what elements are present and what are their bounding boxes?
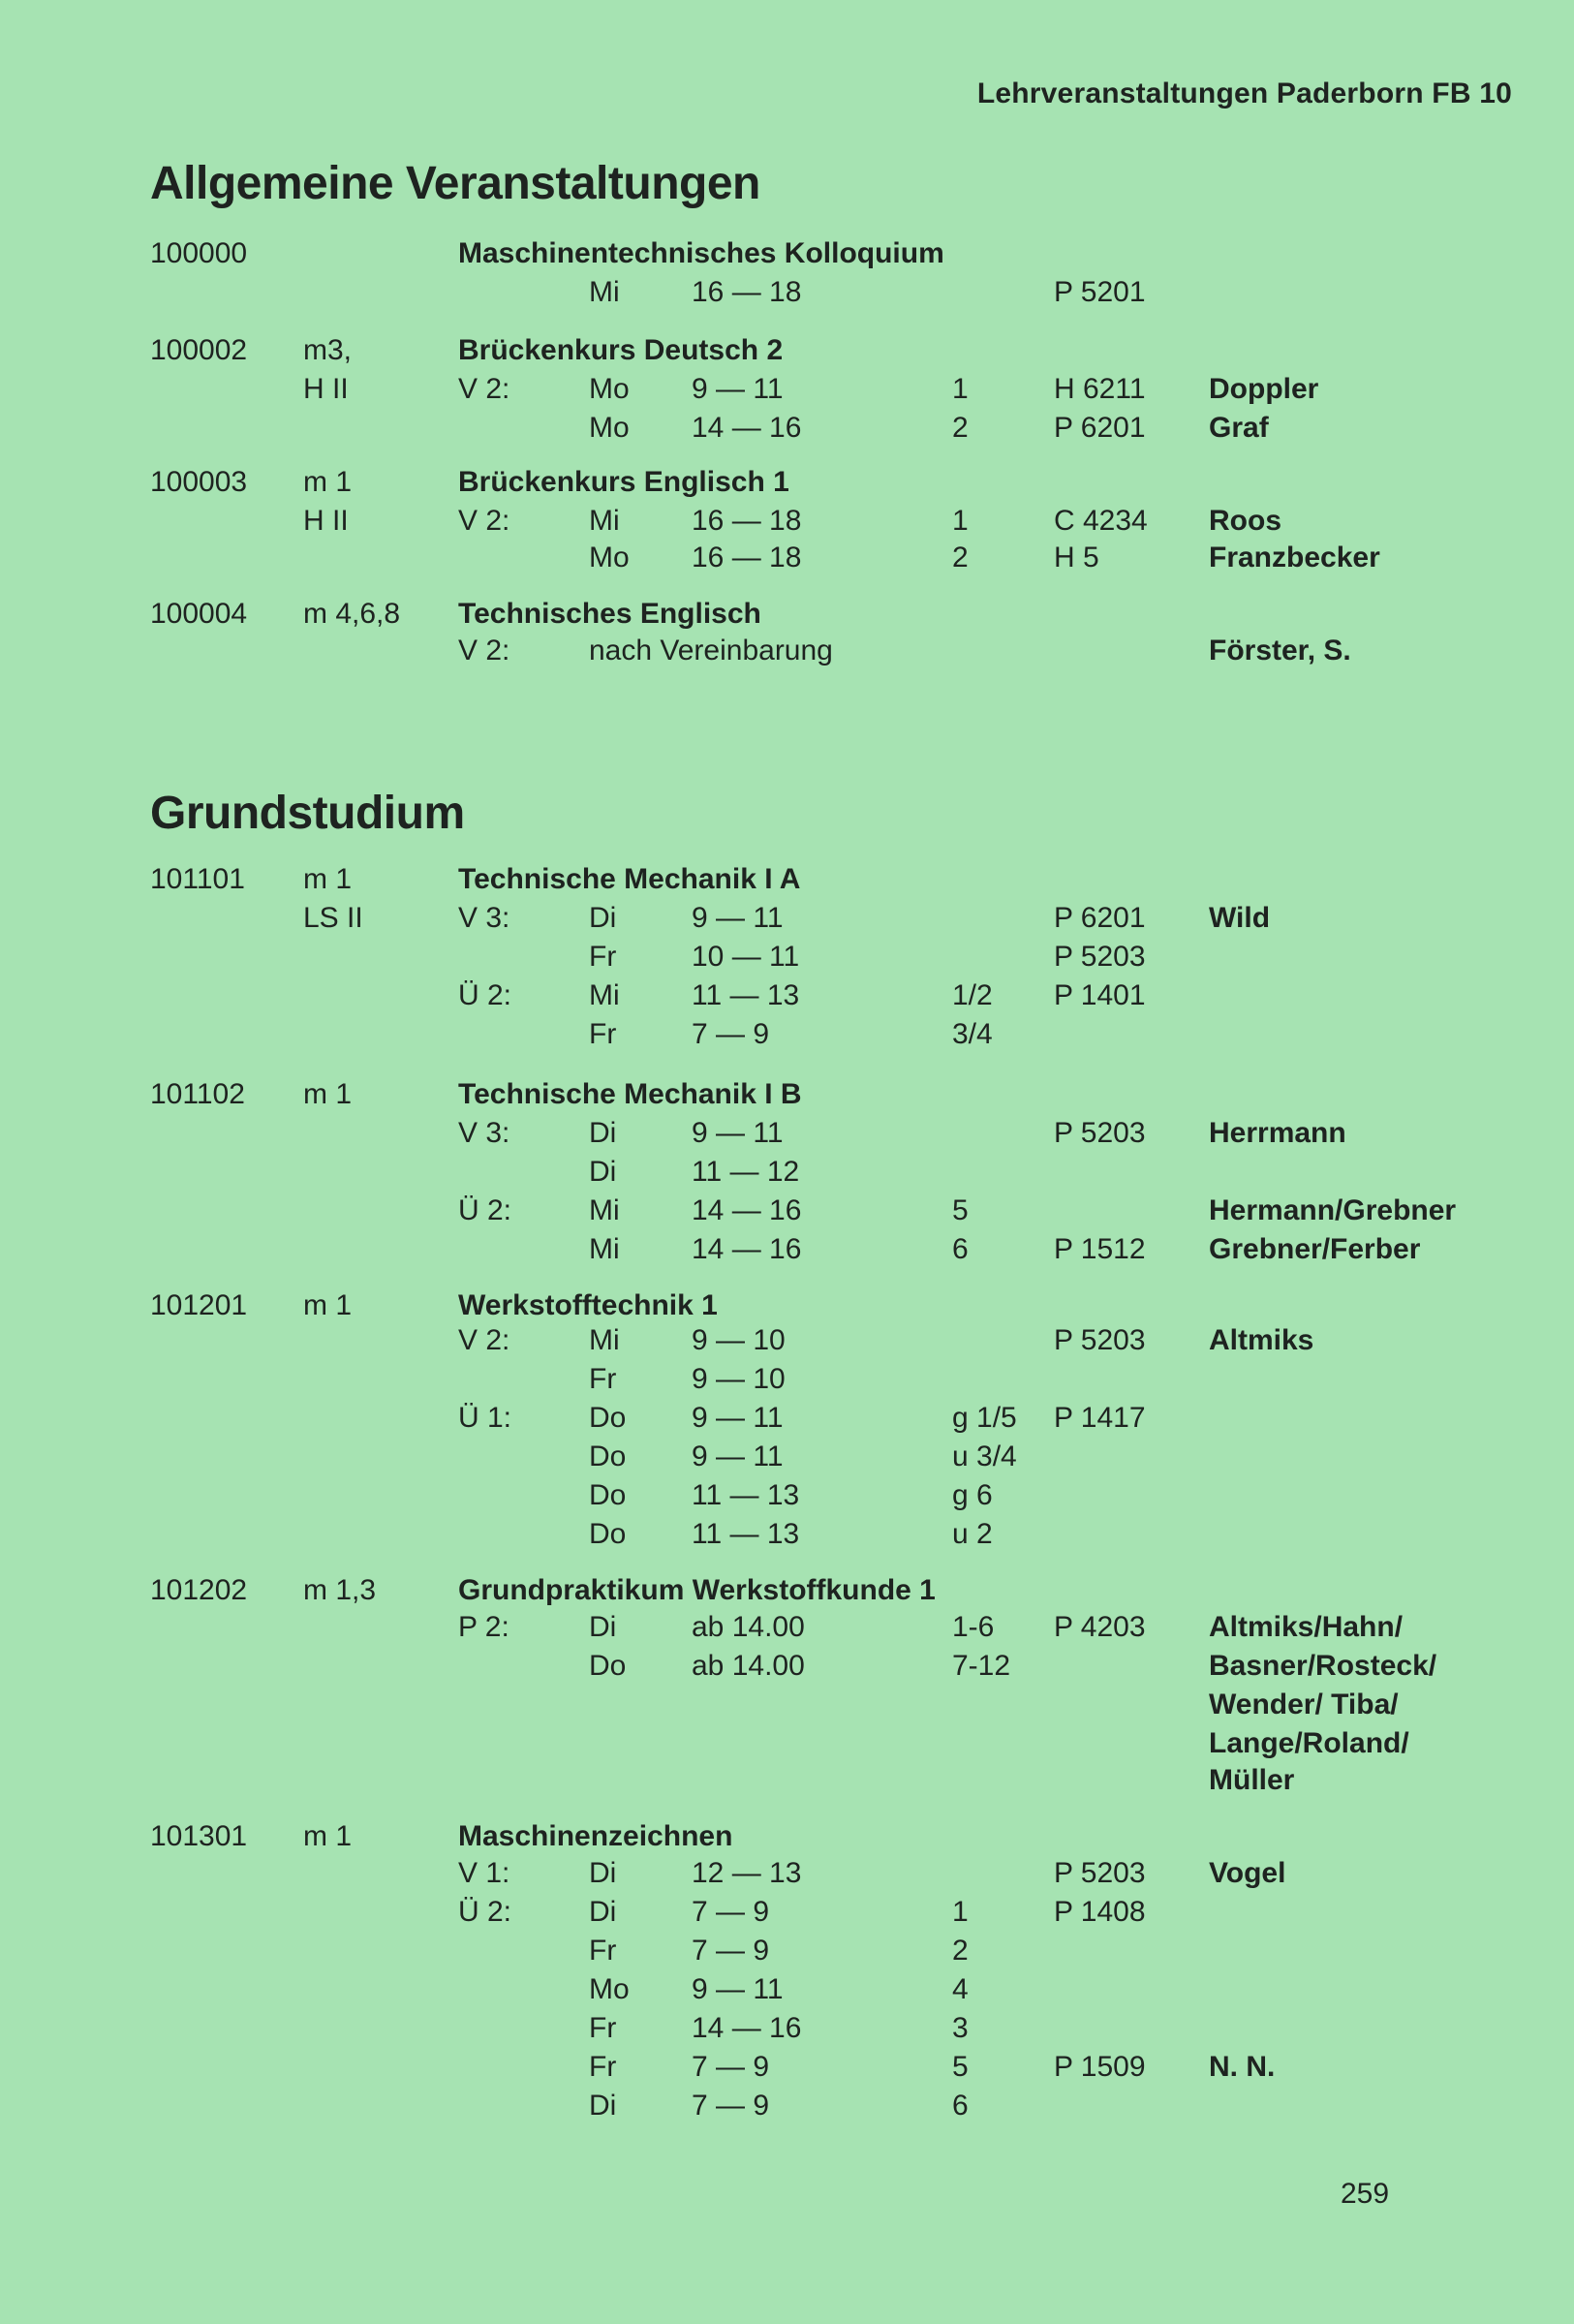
session-group: 6 [952, 2090, 969, 2122]
course-title: Maschinenzeichnen [458, 1820, 733, 1852]
session-group: 7-12 [952, 1650, 1011, 1682]
session-time: 9 — 11 [692, 1117, 784, 1149]
course-number: 101202 [150, 1574, 248, 1606]
session-type: Ü 2: [458, 1194, 512, 1226]
session-lecturer: Hermann/Grebner [1209, 1194, 1457, 1226]
course-title: Technische Mechanik I B [458, 1078, 802, 1110]
course-title: Technische Mechanik I A [458, 863, 801, 895]
course-semester: m 4,6,8 [303, 598, 401, 630]
session-group: u 3/4 [952, 1441, 1017, 1472]
session-row [0, 1893, 1574, 1932]
session-time: 11 — 13 [692, 1479, 800, 1511]
session-time: 10 — 11 [692, 941, 800, 973]
session-row [0, 1724, 1574, 1763]
course-title-row [0, 1571, 1574, 1610]
session-day: Mo [589, 412, 630, 444]
course-number: 100002 [150, 334, 248, 366]
course-number: 101102 [150, 1078, 245, 1110]
course-number: 100003 [150, 466, 248, 498]
session-time: 7 — 9 [692, 1018, 770, 1050]
session-day: Di [589, 1896, 617, 1928]
session-row [0, 1192, 1574, 1230]
session-row [0, 1515, 1574, 1554]
session-room: H 5 [1054, 542, 1099, 573]
session-row [0, 1647, 1574, 1686]
session-row [0, 409, 1574, 448]
session-group: 1-6 [952, 1611, 995, 1643]
session-time: 16 — 18 [692, 505, 802, 537]
session-row [0, 370, 1574, 409]
section-title-grundstudium: Grundstudium [150, 788, 465, 839]
session-lecturer: Vogel [1209, 1857, 1286, 1889]
course-title-row [0, 860, 1574, 899]
course-number: 101301 [150, 1820, 248, 1852]
session-type: V 2: [458, 373, 510, 405]
session-room: P 5203 [1054, 1324, 1146, 1356]
session-row [0, 1153, 1574, 1192]
session-time: 11 — 13 [692, 979, 800, 1011]
page-header: Lehrveranstaltungen Paderborn FB 10 [976, 77, 1512, 109]
session-day: Fr [589, 1363, 617, 1395]
session-row [0, 1114, 1574, 1153]
session-row [0, 1761, 1574, 1800]
session-group: 1/2 [952, 979, 993, 1011]
session-time: 9 — 11 [692, 1441, 784, 1472]
session-room: P 5201 [1054, 276, 1146, 308]
session-time: 11 — 12 [692, 1156, 800, 1188]
session-room: P 1417 [1054, 1402, 1146, 1434]
session-type: V 1: [458, 1857, 510, 1889]
session-day: Fr [589, 2051, 617, 2083]
course-semester: m 1 [303, 863, 353, 895]
session-day: nach Vereinbarung [589, 635, 833, 666]
session-row [0, 1854, 1574, 1893]
session-day: Fr [589, 1935, 617, 1967]
session-room: P 1401 [1054, 979, 1146, 1011]
session-lecturer: Franzbecker [1209, 542, 1380, 573]
session-row [0, 1399, 1574, 1438]
session-type: Ü 2: [458, 979, 512, 1011]
session-group: 5 [952, 2051, 969, 2083]
session-day: Do [589, 1650, 627, 1682]
session-room: H 6211 [1054, 373, 1146, 405]
course-title-row [0, 1075, 1574, 1114]
session-group: 5 [952, 1194, 969, 1226]
session-room: P 4203 [1054, 1611, 1146, 1643]
session-room: P 1408 [1054, 1896, 1146, 1928]
course-title: Grundpraktikum Werkstoffkunde 1 [458, 1574, 936, 1606]
session-day: Mi [589, 1324, 620, 1356]
session-type: V 2: [458, 635, 510, 666]
session-row [0, 1015, 1574, 1054]
session-room: P 1509 [1054, 2051, 1146, 2083]
course-semester: m 1,3 [303, 1574, 377, 1606]
session-time: 7 — 9 [692, 2090, 770, 2122]
session-time: 9 — 11 [692, 902, 784, 934]
session-row [0, 2048, 1574, 2087]
session-group: 2 [952, 542, 969, 573]
course-title-row [0, 234, 1574, 273]
session-day: Fr [589, 1018, 617, 1050]
session-day: Mo [589, 542, 630, 573]
session-row [0, 1360, 1574, 1399]
course-title: Maschinentechnisches Kolloquium [458, 237, 944, 269]
session-lecturer: N. N. [1209, 2051, 1276, 2083]
session-time: 9 — 10 [692, 1324, 786, 1356]
course-title-row [0, 1286, 1574, 1325]
session-lecturer: Grebner/Ferber [1209, 1233, 1421, 1265]
session-room: P 5203 [1054, 1857, 1146, 1889]
session-row [0, 1608, 1574, 1647]
course-number: 100000 [150, 237, 248, 269]
session-day: Di [589, 1857, 617, 1889]
session-room: P 6201 [1054, 412, 1146, 444]
course-title: Brückenkurs Deutsch 2 [458, 334, 784, 366]
session-time: ab 14.00 [692, 1650, 805, 1682]
session-room: P 1512 [1054, 1233, 1146, 1265]
session-day: Di [589, 902, 617, 934]
session-row [0, 1476, 1574, 1515]
session-row [0, 273, 1574, 312]
session-day: Fr [589, 941, 617, 973]
course-title: Technisches Englisch [458, 598, 761, 630]
session-lecturer: Lange/Roland/ [1209, 1727, 1409, 1759]
course-semester: m 1 [303, 466, 353, 498]
session-day: Di [589, 1611, 617, 1643]
session-time: 16 — 18 [692, 276, 802, 308]
session-lecturer: Doppler [1209, 373, 1319, 405]
session-group: 1 [952, 1896, 969, 1928]
session-lecturer: Herrmann [1209, 1117, 1346, 1149]
session-row [0, 1321, 1574, 1360]
session-day: Do [589, 1479, 627, 1511]
session-group: 1 [952, 505, 969, 537]
session-lecturer: Wender/ Tiba/ [1209, 1689, 1399, 1720]
session-row [0, 899, 1574, 938]
session-time: 12 — 13 [692, 1857, 802, 1889]
session-lecturer: Basner/Rosteck/ [1209, 1650, 1437, 1682]
session-day: Do [589, 1518, 627, 1550]
course-semester: m3, [303, 334, 353, 366]
session-room: P 5203 [1054, 1117, 1146, 1149]
session-time: 9 — 11 [692, 1402, 784, 1434]
session-lecturer: Förster, S. [1209, 635, 1351, 666]
session-time: 9 — 11 [692, 373, 784, 405]
session-time: 16 — 18 [692, 542, 802, 573]
session-row [0, 1230, 1574, 1269]
session-time: 7 — 9 [692, 1935, 770, 1967]
session-group: u 2 [952, 1518, 993, 1550]
session-day: Mo [589, 373, 630, 405]
course-number: 100004 [150, 598, 248, 630]
session-lecturer: Roos [1209, 505, 1281, 537]
session-day: Di [589, 1156, 617, 1188]
session-time: 11 — 13 [692, 1518, 800, 1550]
session-type: P 2: [458, 1611, 509, 1643]
session-day: Mi [589, 1194, 620, 1226]
session-room: P 5203 [1054, 941, 1146, 973]
session-lecturer: Altmiks/Hahn/ [1209, 1611, 1404, 1643]
session-day: Mi [589, 276, 620, 308]
session-day: Di [589, 2090, 617, 2122]
session-row [0, 2009, 1574, 2048]
session-time: 14 — 16 [692, 412, 802, 444]
session-type: V 2: [458, 505, 510, 537]
section-title-allgemeine: Allgemeine Veranstaltungen [150, 158, 760, 209]
session-row [0, 632, 1574, 670]
course-title-row [0, 331, 1574, 370]
session-group: 4 [952, 1973, 969, 2005]
session-day: Fr [589, 2012, 617, 2044]
session-row [0, 938, 1574, 976]
session-type: Ü 2: [458, 1896, 512, 1928]
page-number: 259 [1341, 2178, 1390, 2210]
session-type: Ü 1: [458, 1402, 512, 1434]
session-row [0, 502, 1574, 541]
session-group: g 6 [952, 1479, 993, 1511]
session-time: 9 — 11 [692, 1973, 784, 2005]
session-group: 3 [952, 2012, 969, 2044]
course-number: 101101 [150, 863, 245, 895]
course-semester-2: H II [303, 505, 349, 537]
session-type: V 2: [458, 1324, 510, 1356]
session-row [0, 1970, 1574, 2009]
course-semester: m 1 [303, 1820, 353, 1852]
session-type: V 3: [458, 902, 510, 934]
session-time: 14 — 16 [692, 1194, 802, 1226]
session-time: ab 14.00 [692, 1611, 805, 1643]
session-day: Mo [589, 1973, 630, 2005]
session-group: 1 [952, 373, 969, 405]
session-day: Mi [589, 505, 620, 537]
session-day: Mi [589, 979, 620, 1011]
session-time: 7 — 9 [692, 1896, 770, 1928]
course-semester: m 1 [303, 1289, 353, 1321]
session-row [0, 1932, 1574, 1970]
session-row [0, 2087, 1574, 2125]
session-time: 14 — 16 [692, 2012, 802, 2044]
session-row [0, 539, 1574, 577]
course-semester: m 1 [303, 1078, 353, 1110]
session-row [0, 976, 1574, 1015]
course-semester-2: H II [303, 373, 349, 405]
session-time: 7 — 9 [692, 2051, 770, 2083]
session-room: C 4234 [1054, 505, 1148, 537]
course-title: Werkstofftechnik 1 [458, 1289, 718, 1321]
course-title-row [0, 463, 1574, 502]
session-room: P 6201 [1054, 902, 1146, 934]
session-day: Di [589, 1117, 617, 1149]
session-day: Mi [589, 1233, 620, 1265]
session-lecturer: Wild [1209, 902, 1271, 934]
session-lecturer: Müller [1209, 1764, 1295, 1796]
session-time: 9 — 10 [692, 1363, 786, 1395]
session-day: Do [589, 1441, 627, 1472]
session-lecturer: Altmiks [1209, 1324, 1314, 1356]
course-title: Brückenkurs Englisch 1 [458, 466, 789, 498]
session-type: V 3: [458, 1117, 510, 1149]
session-group: 6 [952, 1233, 969, 1265]
course-number: 101201 [150, 1289, 248, 1321]
session-group: 2 [952, 412, 969, 444]
session-group: 2 [952, 1935, 969, 1967]
session-row [0, 1438, 1574, 1476]
session-time: 14 — 16 [692, 1233, 802, 1265]
course-title-row [0, 1817, 1574, 1856]
session-group: g 1/5 [952, 1402, 1017, 1434]
course-semester-2: LS II [303, 902, 363, 934]
course-title-row [0, 595, 1574, 634]
session-row [0, 1686, 1574, 1724]
session-lecturer: Graf [1209, 412, 1269, 444]
session-group: 3/4 [952, 1018, 993, 1050]
session-day: Do [589, 1402, 627, 1434]
